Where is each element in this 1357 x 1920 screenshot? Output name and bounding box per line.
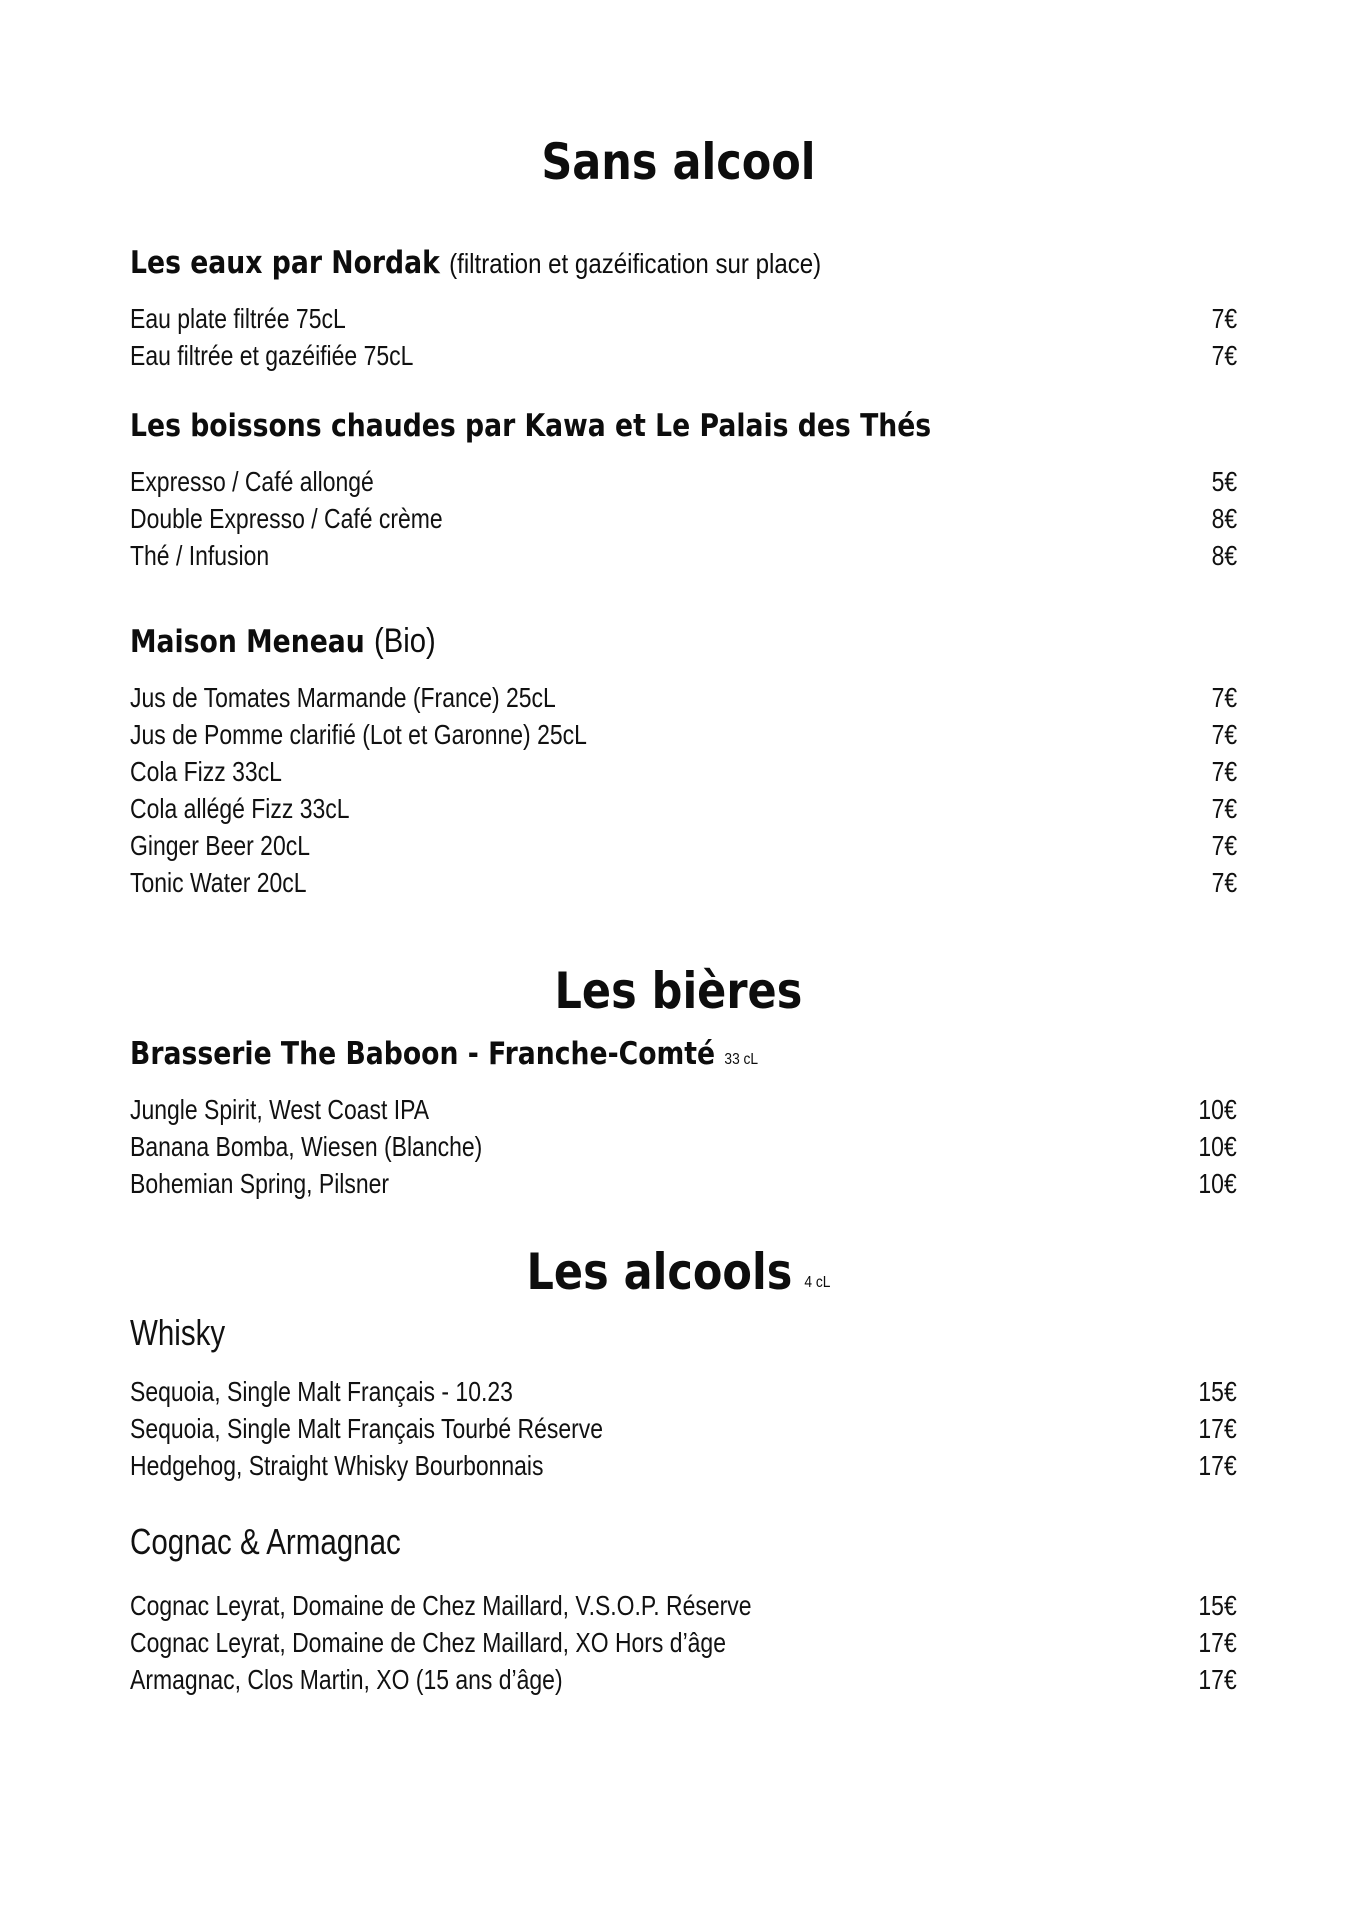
item-price: 15€ [1198, 1376, 1237, 1407]
heading-eaux [130, 245, 821, 281]
item-name: Tonic Water 20cL [130, 867, 307, 898]
menu-item [130, 719, 1237, 755]
item-price: 17€ [1198, 1664, 1237, 1695]
menu-item [130, 1094, 1237, 1130]
menu-item [130, 340, 1237, 376]
heading-brasserie-note: 33 cL [724, 1051, 759, 1068]
item-price: 17€ [1198, 1413, 1237, 1444]
menu-item [130, 1590, 1237, 1626]
item-name: Sequoia, Single Malt Français Tourbé Réserve [130, 1413, 604, 1444]
item-name: Jus de Tomates Marmande (France) 25cL [130, 682, 556, 713]
item-name: Ginger Beer 20cL [130, 830, 310, 861]
heading-boissons-chaudes: Les boissons chaudes par Kawa et Le Palais des Thés [130, 408, 932, 444]
item-price: 7€ [1211, 682, 1237, 713]
item-price: 5€ [1211, 466, 1237, 497]
heading-eaux-note: (filtration et gazéification sur place) [449, 248, 822, 279]
section-title-alcools-note: 4 cL [804, 1274, 831, 1291]
menu-item [130, 793, 1237, 829]
item-price: 7€ [1211, 793, 1237, 824]
menu-item [130, 830, 1237, 866]
menu-item [130, 503, 1237, 539]
menu-item [130, 540, 1237, 576]
heading-brasserie-label: Brasserie The Baboon - Franche-Comté [130, 1036, 716, 1072]
heading-meneau-label: Maison Meneau [130, 624, 365, 660]
item-name: Double Expresso / Café crème [130, 503, 443, 534]
item-name: Eau plate filtrée 75cL [130, 303, 346, 334]
item-name: Eau filtrée et gazéifiée 75cL [130, 340, 414, 371]
item-price: 17€ [1198, 1450, 1237, 1481]
item-name: Cognac Leyrat, Domaine de Chez Maillard, XO Hors d’âge [130, 1627, 726, 1658]
item-price: 8€ [1211, 503, 1237, 534]
menu-item [130, 1131, 1237, 1167]
item-price: 7€ [1211, 719, 1237, 750]
item-name: Sequoia, Single Malt Français - 10.23 [130, 1376, 513, 1407]
item-price: 7€ [1211, 867, 1237, 898]
item-name: Armagnac, Clos Martin, XO (15 ans d’âge) [130, 1664, 563, 1695]
menu-item [130, 303, 1237, 339]
item-price: 7€ [1211, 756, 1237, 787]
item-name: Expresso / Café allongé [130, 466, 374, 497]
item-price: 7€ [1211, 340, 1237, 371]
section-title-alcools-label: Les alcools [526, 1243, 793, 1301]
item-price: 10€ [1198, 1168, 1237, 1199]
item-name: Cola Fizz 33cL [130, 756, 282, 787]
heading-eaux-label: Les eaux par Nordak [130, 245, 440, 281]
menu-item [130, 867, 1237, 903]
item-price: 15€ [1198, 1590, 1237, 1621]
heading-whisky: Whisky [130, 1312, 226, 1353]
item-name: Bohemian Spring, Pilsner [130, 1168, 390, 1199]
menu-item [130, 1413, 1237, 1449]
heading-cognac-armagnac: Cognac & Armagnac [130, 1521, 401, 1562]
menu-item [130, 466, 1237, 502]
item-name: Thé / Infusion [130, 540, 270, 571]
menu-item [130, 1376, 1237, 1412]
menu-item [130, 1450, 1237, 1486]
item-name: Cognac Leyrat, Domaine de Chez Maillard, V.S.O.P. Réserve [130, 1590, 752, 1621]
item-price: 17€ [1198, 1627, 1237, 1658]
menu-item [130, 1664, 1237, 1700]
item-name: Cola allégé Fizz 33cL [130, 793, 350, 824]
heading-maison-meneau [130, 622, 436, 661]
item-name: Banana Bomba, Wiesen (Blanche) [130, 1131, 483, 1162]
item-price: 7€ [1211, 830, 1237, 861]
menu-item [130, 756, 1237, 792]
section-title-sans-alcool: Sans alcool [541, 133, 816, 191]
menu-item [130, 682, 1237, 718]
item-name: Jus de Pomme clarifié (Lot et Garonne) 25cL [130, 719, 587, 750]
heading-meneau-note: (Bio) [374, 622, 436, 660]
item-name: Hedgehog, Straight Whisky Bourbonnais [130, 1450, 544, 1481]
item-price: 8€ [1211, 540, 1237, 571]
item-name: Jungle Spirit, West Coast IPA [130, 1094, 430, 1125]
section-title-alcools [95, 1243, 1262, 1301]
item-price: 10€ [1198, 1094, 1237, 1125]
menu-item [130, 1168, 1237, 1204]
menu-item [130, 1627, 1237, 1663]
item-price: 10€ [1198, 1131, 1237, 1162]
section-title-bieres: Les bières [554, 962, 803, 1020]
item-price: 7€ [1211, 303, 1237, 334]
heading-brasserie [130, 1036, 758, 1072]
